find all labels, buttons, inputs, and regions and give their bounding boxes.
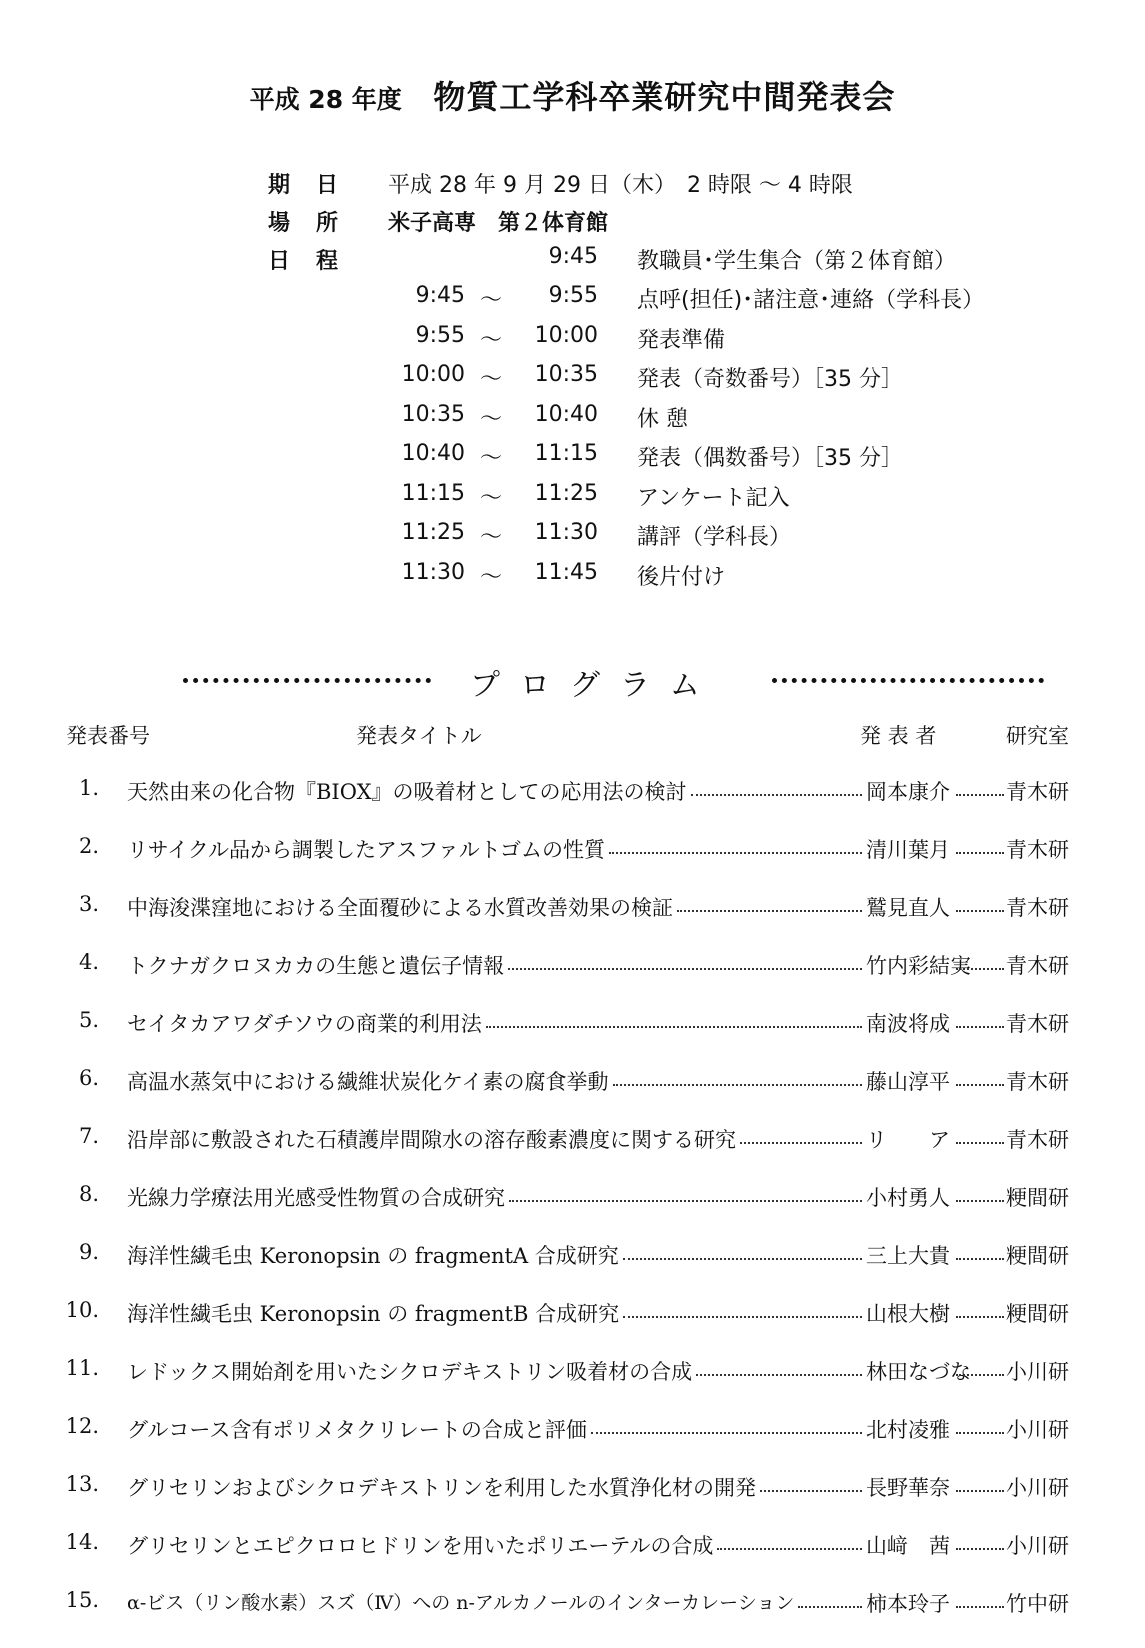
entry-title: セイタカアワダチソウの商業的利用法 — [127, 1012, 482, 1036]
fiscal-year: 平成 28 年度 — [249, 85, 402, 114]
leader-dots — [508, 968, 862, 970]
schedule-tilde: ～ — [480, 407, 503, 432]
entry-presenter: 山﨑 茜 — [866, 1534, 950, 1558]
leader-dots — [509, 1200, 862, 1202]
entry-title: 沿岸部に敷設された石積護岸間隙水の溶存酸素濃度に関する研究 — [127, 1128, 736, 1152]
leader-dots — [956, 852, 1004, 854]
program-entry — [0, 776, 1145, 810]
entry-title: グルコース含有ポリメタクリレートの合成と評価 — [127, 1418, 587, 1442]
schedule-end: 9:55 — [548, 283, 598, 308]
leader-dots — [956, 1026, 1004, 1028]
schedule-description: アンケート記入 — [637, 486, 790, 511]
schedule-tilde: ～ — [480, 446, 503, 471]
program-entry — [0, 1414, 1145, 1448]
schedule-end: 10:35 — [534, 362, 598, 387]
entry-lab: 小川研 — [1006, 1534, 1069, 1558]
leader-dots — [609, 852, 862, 854]
column-header-title: 発表タイトル — [356, 724, 482, 748]
schedule-start: 10:00 — [401, 362, 465, 387]
leader-dots — [486, 1026, 862, 1028]
leader-dots — [956, 1142, 1004, 1144]
leader-dots — [956, 1548, 1004, 1550]
entry-number: 12. — [65, 1414, 99, 1438]
entry-number: 1. — [78, 776, 99, 800]
leader-dots — [691, 794, 862, 796]
schedule-start: 10:40 — [401, 441, 465, 466]
schedule-end: 11:15 — [534, 441, 598, 466]
schedule-label: 日程 — [268, 249, 365, 274]
entry-presenter: 山根大樹 — [866, 1302, 950, 1326]
entry-lab: 青木研 — [1006, 1128, 1069, 1152]
program-entry — [0, 1588, 1145, 1622]
entry-number: 7. — [78, 1124, 99, 1148]
leader-dots — [956, 1432, 1004, 1434]
entry-number: 11. — [65, 1356, 99, 1380]
program-entry — [0, 1066, 1145, 1100]
program-entry — [0, 1008, 1145, 1042]
entry-title: トクナガクロヌカカの生態と遺伝子情報 — [127, 954, 505, 978]
leader-dots — [956, 968, 1004, 970]
entry-title: 天然由来の化合物『BIOX』の吸着材としての応用法の検討 — [127, 780, 687, 804]
leader-dots — [956, 1258, 1004, 1260]
schedule-start: 10:35 — [401, 402, 465, 427]
schedule-row — [0, 520, 1145, 550]
entry-number: 13. — [65, 1472, 99, 1496]
column-header-number: 発表番号 — [66, 724, 150, 748]
leader-dots — [956, 1606, 1004, 1608]
schedule-description: 発表準備 — [637, 328, 726, 353]
leader-dots — [956, 1200, 1004, 1202]
entry-number: 8. — [78, 1182, 99, 1206]
entry-lab: 青木研 — [1006, 780, 1069, 804]
entry-lab: 小川研 — [1006, 1418, 1069, 1442]
entry-lab: 竹中研 — [1006, 1592, 1069, 1616]
schedule-row — [0, 402, 1145, 432]
program-entry — [0, 1472, 1145, 1506]
entry-number: 2. — [78, 834, 99, 858]
entry-presenter: 竹内彩結実 — [866, 954, 971, 978]
entry-title: グリセリンおよびシクロデキストリンを利用した水質浄化材の開発 — [127, 1476, 756, 1500]
entry-presenter: 鷲見直人 — [866, 896, 950, 920]
leader-dots — [956, 1374, 1004, 1376]
entry-number: 9. — [78, 1240, 99, 1264]
place-value: 米子高専 第２体育館 — [388, 211, 609, 236]
schedule-start: 9:45 — [415, 283, 465, 308]
schedule-start: 9:55 — [415, 323, 465, 348]
entry-lab: 粳間研 — [1006, 1244, 1069, 1268]
program-entry — [0, 1356, 1145, 1390]
schedule-row — [0, 481, 1145, 511]
leader-dots — [956, 1084, 1004, 1086]
program-entry — [0, 1124, 1145, 1158]
entry-number: 4. — [78, 950, 99, 974]
entry-lab: 青木研 — [1006, 838, 1069, 862]
schedule-end: 10:40 — [534, 402, 598, 427]
program-entry — [0, 1530, 1145, 1564]
program-entry — [0, 1240, 1145, 1274]
entry-lab: 青木研 — [1006, 1012, 1069, 1036]
entry-presenter: 林田なづな — [866, 1360, 971, 1384]
schedule-tilde: ～ — [480, 367, 503, 392]
entry-number: 15. — [65, 1588, 99, 1612]
entry-number: 3. — [78, 892, 99, 916]
program-entry — [0, 1182, 1145, 1216]
entry-presenter: 小村勇人 — [866, 1186, 950, 1210]
leader-dots — [760, 1490, 862, 1492]
schedule-start: 11:30 — [401, 560, 465, 585]
entry-lab: 小川研 — [1006, 1360, 1069, 1384]
leader-dots — [717, 1548, 862, 1550]
schedule-tilde: ～ — [480, 525, 503, 550]
entry-lab: 青木研 — [1006, 1070, 1069, 1094]
entry-presenter: 南波将成 — [866, 1012, 950, 1036]
leader-dots — [623, 1258, 862, 1260]
leader-dots — [696, 1374, 862, 1376]
entry-title: 海洋性繊毛虫 Keronopsin の fragmentA 合成研究 — [127, 1244, 619, 1268]
dotted-divider-right — [772, 678, 1044, 683]
schedule-start: 11:15 — [401, 481, 465, 506]
leader-dots — [591, 1432, 862, 1434]
entry-presenter: 三上大貴 — [866, 1244, 950, 1268]
entry-lab: 粳間研 — [1006, 1302, 1069, 1326]
document-title — [0, 72, 1145, 118]
schedule-row — [0, 362, 1145, 392]
leader-dots — [956, 910, 1004, 912]
entry-presenter: 長野華奈 — [866, 1476, 950, 1500]
program-entry — [0, 950, 1145, 984]
leader-dots — [798, 1606, 862, 1608]
entry-title: レドックス開始剤を用いたシクロデキストリン吸着材の合成 — [127, 1360, 693, 1384]
leader-dots — [623, 1316, 862, 1318]
schedule-description: 講評（学科長） — [637, 525, 792, 550]
schedule-row — [0, 323, 1145, 353]
program-heading-row — [0, 660, 1145, 703]
entry-number: 10. — [65, 1298, 99, 1322]
entry-number: 5. — [78, 1008, 99, 1032]
program-heading: プログラム — [470, 668, 720, 703]
program-entry — [0, 892, 1145, 926]
schedule-end: 11:25 — [534, 481, 598, 506]
schedule-end: 11:45 — [534, 560, 598, 585]
entry-lab: 小川研 — [1006, 1476, 1069, 1500]
schedule-description: 教職員･学生集合（第２体育館） — [637, 249, 957, 274]
entry-title: グリセリンとエピクロロヒドリンを用いたポリエーテルの合成 — [127, 1534, 714, 1558]
schedule-row — [0, 283, 1145, 313]
schedule-end: 11:30 — [534, 520, 598, 545]
place-label: 場所 — [268, 211, 365, 236]
leader-dots — [956, 794, 1004, 796]
schedule-row — [0, 560, 1145, 590]
entry-title: α-ビス（リン酸水素）スズ（Ⅳ）への n-アルカノールのインターカレーション — [127, 1592, 795, 1614]
date-value: 平成 28 年 9 月 29 日（木） 2 時限 ～ 4 時限 — [388, 173, 853, 198]
column-header-presenter: 発 表 者 — [860, 724, 937, 748]
schedule-tilde: ～ — [480, 328, 503, 353]
entry-presenter: 岡本康介 — [866, 780, 950, 804]
entry-presenter: リ ア — [866, 1128, 950, 1152]
schedule-description: 後片付け — [637, 565, 726, 590]
program-entry — [0, 1298, 1145, 1332]
entry-title: 高温水蒸気中における繊維状炭化ケイ素の腐食挙動 — [127, 1070, 609, 1094]
entry-presenter: 柿本玲子 — [866, 1592, 950, 1616]
entry-lab: 青木研 — [1006, 896, 1069, 920]
schedule-tilde: ～ — [480, 486, 503, 511]
schedule-row — [0, 441, 1145, 471]
schedule-tilde: ～ — [480, 565, 503, 590]
schedule-start: 11:25 — [401, 520, 465, 545]
dotted-divider-left — [183, 678, 431, 683]
schedule-tilde: ～ — [480, 288, 503, 313]
entry-number: 14. — [65, 1530, 99, 1554]
entry-presenter: 清川葉月 — [866, 838, 950, 862]
entry-title: 中海浚渫窪地における全面覆砂による水質改善効果の検証 — [127, 896, 673, 920]
schedule-description: 発表（偶数番号）［35 分］ — [637, 446, 903, 471]
entry-title: 光線力学療法用光感受性物質の合成研究 — [127, 1186, 505, 1210]
event-title: 物質工学科卒業研究中間発表会 — [433, 78, 896, 116]
entry-lab: 青木研 — [1006, 954, 1069, 978]
leader-dots — [956, 1490, 1004, 1492]
leader-dots — [740, 1142, 862, 1144]
entry-presenter: 北村凌雅 — [866, 1418, 950, 1442]
schedule-end: 10:00 — [534, 323, 598, 348]
date-label: 期日 — [268, 173, 365, 198]
schedule-description: 休 憩 — [637, 407, 688, 432]
schedule-end: 9:45 — [548, 244, 598, 269]
entry-title: 海洋性繊毛虫 Keronopsin の fragmentB 合成研究 — [127, 1302, 620, 1326]
schedule-row — [0, 244, 1145, 274]
entry-presenter: 藤山淳平 — [866, 1070, 950, 1094]
entry-lab: 粳間研 — [1006, 1186, 1069, 1210]
entry-title: リサイクル品から調製したアスファルトゴムの性質 — [127, 838, 605, 862]
program-entry — [0, 834, 1145, 868]
leader-dots — [613, 1084, 862, 1086]
leader-dots — [956, 1316, 1004, 1318]
leader-dots — [677, 910, 862, 912]
entry-number: 6. — [78, 1066, 99, 1090]
schedule-description: 発表（奇数番号）［35 分］ — [637, 367, 903, 392]
column-header-lab: 研究室 — [1006, 724, 1069, 748]
schedule-description: 点呼(担任)･諸注意･連絡（学科長） — [637, 288, 985, 313]
